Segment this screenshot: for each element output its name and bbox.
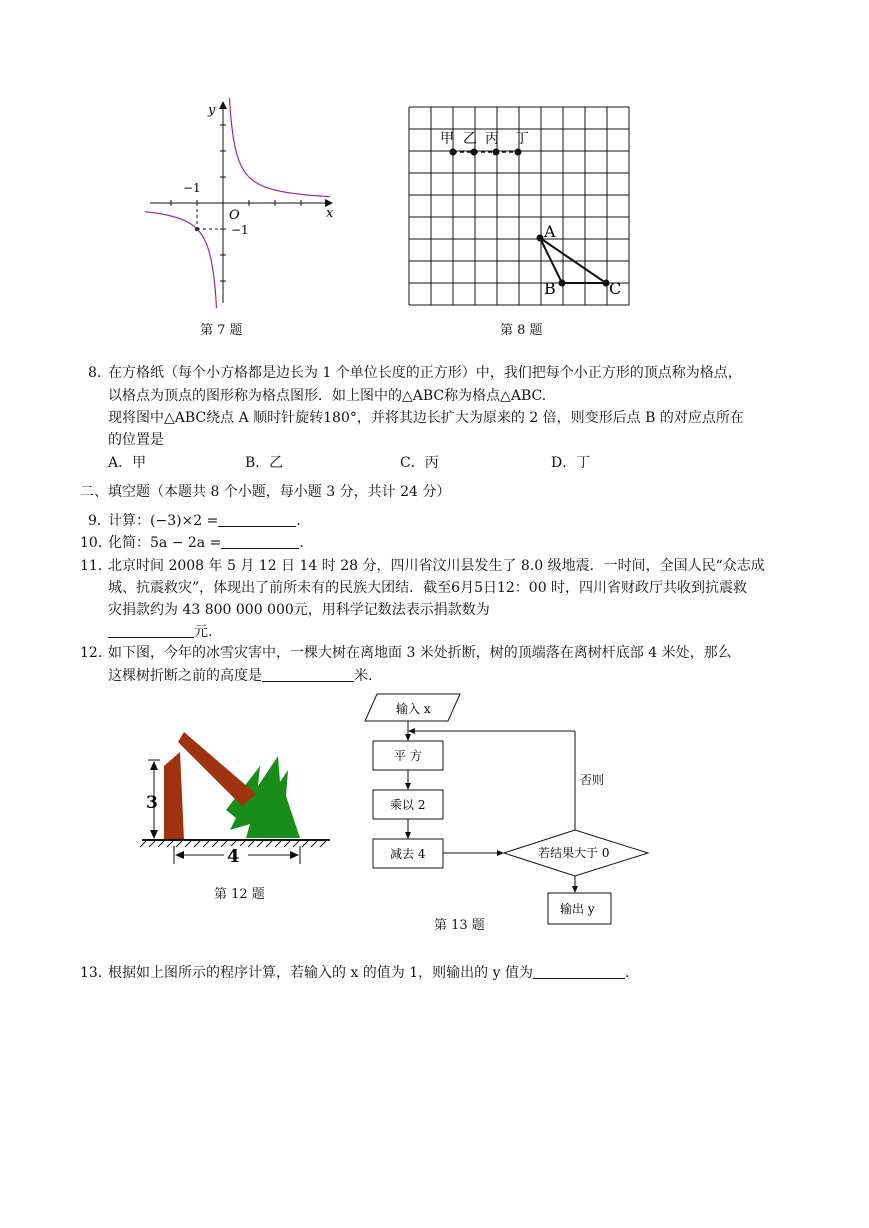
point-c-label: C — [609, 279, 622, 298]
label-yi: 乙 — [463, 131, 477, 147]
q12-number: 12． — [80, 645, 112, 661]
q9-answer-blank[interactable] — [218, 512, 296, 527]
point-b-label: B — [544, 279, 556, 298]
q13-text: 根据如上图所示的程序计算，若输入的 x 的值为 1，则输出的 y 值为 . — [108, 965, 630, 981]
q11-number: 11． — [80, 558, 112, 574]
figure-12-broken-tree — [138, 728, 338, 868]
q11-line-2: 城、抗震救灾”，体现出了前所未有的民族大团结．截至6月5日12：00 时，四川省财政厅共收到抗震救 — [108, 580, 748, 596]
q10-number: 10． — [80, 535, 112, 551]
hyperbola-branch-lower — [145, 209, 217, 308]
q8-option-c: C．丙 — [400, 455, 439, 471]
input-label: 输入 x — [396, 702, 431, 716]
q9-number: 9． — [88, 513, 111, 529]
decision-label: 若结果大于 0 — [538, 846, 610, 860]
q9-text: 计算：(−3)×2 = . — [108, 513, 301, 529]
figure-7-caption: 第 7 题 — [200, 323, 243, 338]
figure-13-flowchart — [360, 690, 655, 930]
q8-option-b: B．乙 — [245, 455, 284, 471]
q10-text: 化简：5a − 2a = . — [108, 535, 304, 551]
q8-option-a: A．甲 — [108, 455, 147, 471]
q11-line-3: 灾捐款约为 43 800 000 000元，用科学记数法表示捐款数为 — [108, 602, 490, 618]
q13-answer-blank[interactable] — [533, 964, 625, 979]
output-label: 输出 y — [560, 902, 595, 916]
standing-trunk — [164, 752, 184, 840]
figure-8-grid — [405, 103, 630, 313]
q8-line-2: 以格点为顶点的图形称为格点图形．如上图中的△ABC称为格点△ABC. — [108, 388, 547, 404]
figure-13-caption: 第 13 题 — [434, 918, 485, 933]
q12-line-2: 这棵树折断之前的高度是 米. — [108, 668, 373, 684]
q12-line-1: 如下图，今年的冰雪灾害中，一棵大树在离地面 3 米处折断，树的顶端落在离树杆底部 4 米处，那么 — [108, 645, 732, 661]
q8-line-1: 在方格纸（每个小方格都是边长为 1 个单位长度的正方形）中，我们把每个小正方形的顶点称为格点， — [108, 365, 742, 381]
tick-x-neg1-label: −1 — [183, 181, 201, 195]
distance-label: 4 — [227, 846, 240, 867]
q11-line-4: 元. — [108, 622, 212, 642]
step-square-label: 平 方 — [394, 749, 422, 763]
hyperbola-branch-upper — [229, 98, 330, 197]
figure-12-caption: 第 12 题 — [214, 887, 265, 902]
label-jia: 甲 — [440, 131, 454, 147]
q8-line-4: 的位置是 — [108, 432, 164, 448]
fallen-trunk — [178, 732, 256, 806]
q8-option-d: D．丁 — [551, 455, 591, 471]
figure-8-caption: 第 8 题 — [500, 323, 543, 338]
origin-label: O — [229, 208, 240, 223]
q8-number: 8. — [88, 365, 102, 381]
no-branch-label: 否则 — [580, 773, 605, 787]
axis-y-label: y — [208, 103, 216, 118]
section-2-heading: 二、填空题（本题共 8 个小题，每小题 3 分，共计 24 分） — [80, 484, 451, 500]
axis-x-label: x — [326, 206, 334, 221]
height-label: 3 — [146, 793, 158, 813]
step-minus-four-label: 减去 4 — [390, 847, 426, 861]
tick-y-neg1-label: −1 — [231, 223, 249, 237]
figure-7-hyperbola — [145, 98, 340, 308]
label-bing: 丙 — [485, 131, 499, 147]
q10-answer-blank[interactable] — [221, 534, 299, 549]
point-a-label: A — [544, 222, 556, 241]
q11-answer-blank[interactable] — [108, 623, 194, 638]
step-times-two-label: 乘以 2 — [390, 798, 426, 812]
q8-line-3: 现将图中△ABC绕点 A 顺时针旋转180°，并将其边长扩大为原来的 2 倍，则变形后点 B 的对应点所在 — [108, 410, 744, 426]
q13-number: 13． — [80, 965, 112, 981]
q12-answer-blank[interactable] — [262, 667, 354, 682]
q11-line-1: 北京时间 2008 年 5 月 12 日 14 时 28 分，四川省汶川县发生了 8.0 级地震．一时间，全国人民“众志成 — [108, 558, 765, 574]
label-ding: 丁 — [515, 131, 529, 147]
